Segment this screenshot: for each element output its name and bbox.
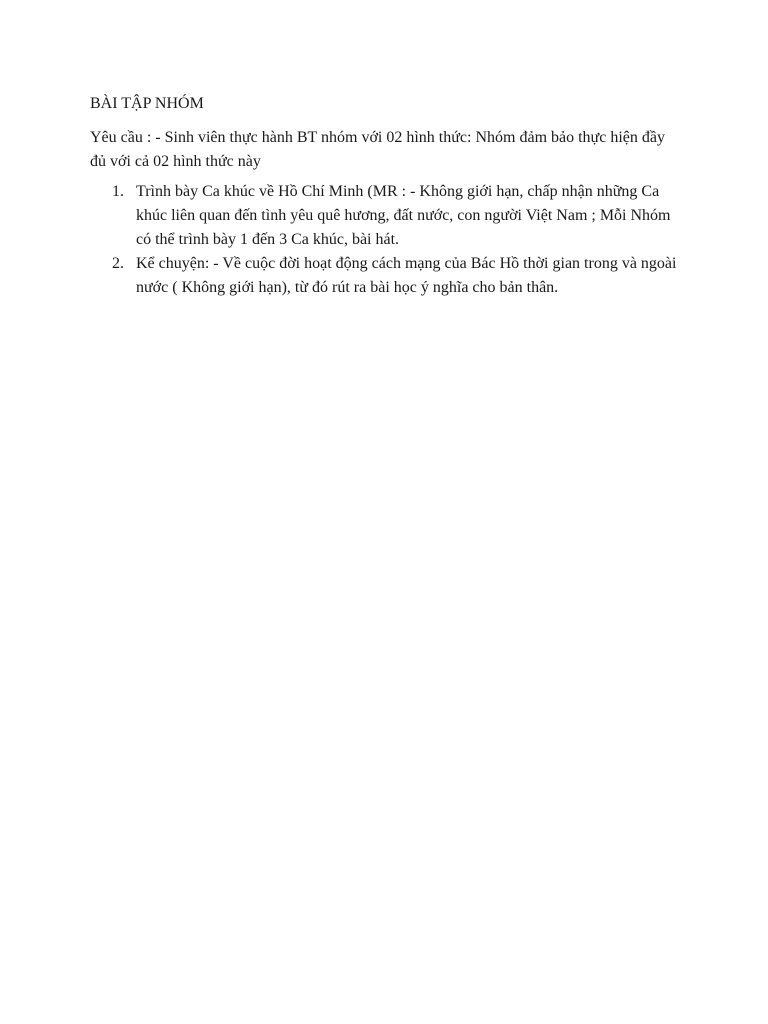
document-title: BÀI TẬP NHÓM <box>90 95 204 112</box>
list-item <box>90 180 680 252</box>
task-list <box>90 180 680 300</box>
requirement-paragraph: Yêu cầu : - Sinh viên thực hành BT nhóm với 02 hình thức: Nhóm đảm bảo thực hiện đầy đủ với cả 02 hình thức này <box>90 129 665 170</box>
list-item-number: 2. <box>112 255 124 272</box>
list-item-text: Trình bày Ca khúc về Hồ Chí Minh (MR : - Không giới hạn, chấp nhận những Ca khúc liên quan đến tình yêu quê hương, đất nước, con người Việt Nam ; Mỗi Nhóm có thể trình bày 1 đến 3 Ca khúc, bài hát. <box>136 183 671 248</box>
list-item <box>90 252 680 300</box>
list-item-text: Kể chuyện: - Về cuộc đời hoạt động cách mạng của Bác Hồ thời gian trong và ngoài nước ( Không giới hạn), từ đó rút ra bài học ý nghĩa cho bản thân. <box>136 255 677 296</box>
list-item-number: 1. <box>112 183 124 200</box>
document-body <box>90 92 680 300</box>
